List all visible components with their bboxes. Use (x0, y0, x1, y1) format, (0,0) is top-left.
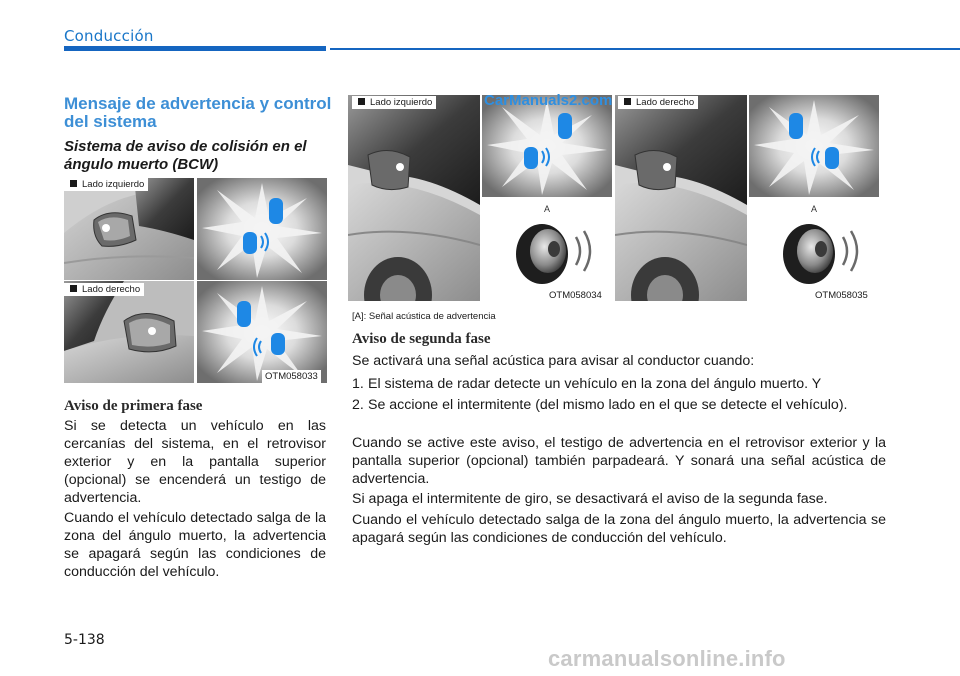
subsection-title: Sistema de aviso de colisión en el ángulo muerto (BCW) (64, 138, 307, 173)
header-rule-thin (330, 48, 960, 50)
list-item: 2. Se accione el intermitente (del mismo lado en el que se detecte el vehículo). (352, 397, 848, 413)
figure-a-code: OTM058034 (546, 289, 605, 302)
right-side-speaker-image (749, 199, 879, 301)
right-side-alert-image (749, 95, 879, 197)
left-cluster-alert-image (197, 178, 327, 280)
left-side-speaker-image (482, 199, 612, 301)
first-phase-paragraph-1: Si se detecta un vehículo en las cercanías del sistema, en el retrovisor exterior y en la pantalla superior (opcional) se encenderá un testigo de advertencia. (64, 418, 326, 506)
square-bullet-icon (70, 285, 77, 292)
right-side-car-image (615, 95, 747, 301)
square-bullet-icon (70, 180, 77, 187)
figure-b-code: OTM058035 (812, 289, 871, 302)
left-mirror-image (64, 178, 194, 280)
second-phase-paragraph-2: Si apaga el intermitente de giro, se desactivará el aviso de la segunda fase. (352, 491, 828, 507)
page-number: 5-138 (64, 632, 105, 648)
figure-label-right: Lado derecho (64, 283, 144, 296)
watermark: CarManuals2.com (484, 92, 613, 109)
speaker-marker-b: A (811, 204, 818, 214)
figure-a-label: Lado izquierdo (352, 96, 436, 109)
speaker-marker-a: A (544, 204, 551, 214)
second-phase-paragraph-1: Cuando se active este aviso, el testigo de advertencia en el retrovisor exterior y la pantalla superior (opcional) también parpadeará. Y sonará una señal acústica de advertencia. (352, 435, 886, 487)
right-mirror-image (64, 281, 194, 383)
section-header: Conducción (64, 27, 154, 45)
second-phase-heading: Aviso de segunda fase (352, 331, 491, 347)
list-item: 1. El sistema de radar detecte un vehículo en la zona del ángulo muerto. Y (352, 376, 822, 392)
square-bullet-icon (624, 98, 631, 105)
figure-caption: [A]: Señal acústica de advertencia (352, 311, 496, 322)
second-phase-intro: Se activará una señal acústica para avisar al conductor cuando: (352, 353, 755, 369)
figure-b-label: Lado derecho (618, 96, 698, 109)
second-phase-paragraph-3: Cuando el vehículo detectado salga de la zona del ángulo muerto, la advertencia se apagará según las condiciones de conducción del vehículo. (352, 512, 886, 546)
footer-watermark: carmanualsonline.info (548, 646, 786, 671)
right-cluster-alert-image (197, 281, 327, 383)
square-bullet-icon (358, 98, 365, 105)
first-phase-heading: Aviso de primera fase (64, 398, 203, 414)
figure-code: OTM058033 (262, 370, 321, 383)
left-side-alert-image (482, 95, 612, 197)
section-title: Mensaje de advertencia y control del sistema (64, 94, 332, 131)
header-rule-thick (64, 46, 326, 51)
first-phase-paragraph-2: Cuando el vehículo detectado salga de la zona del ángulo muerto, la advertencia se apagará según las condiciones de conducción del vehículo. (64, 510, 326, 580)
figure-label-left: Lado izquierdo (64, 178, 148, 191)
left-side-car-image (348, 95, 480, 301)
